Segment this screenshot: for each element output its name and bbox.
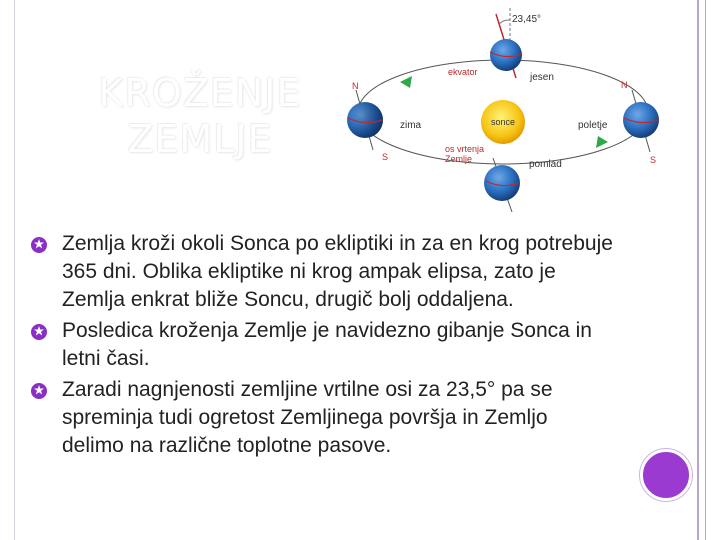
orbit-arrow-icon — [400, 76, 412, 88]
pole-north-label-left: N — [352, 81, 359, 91]
bullet-3-line-2: spreminja tudi ogretost Zemljinega površja in Zemljo — [62, 406, 548, 429]
purple-circle-decoration — [640, 449, 692, 501]
gear-bullet-icon — [30, 236, 48, 254]
pole-south-label-left: S — [382, 152, 389, 162]
season-label-summer: poletje — [578, 120, 608, 131]
title-line-1: KROŽENJE — [98, 71, 302, 115]
title-line-2: ZEMLJE — [127, 117, 273, 161]
axis-label-line2: Zemlje — [445, 154, 473, 164]
gear-bullet-icon — [30, 382, 48, 400]
slide-title — [60, 70, 340, 162]
tilt-arc — [499, 20, 510, 24]
bullet-list — [30, 230, 680, 463]
slide-right-border-line-inner — [705, 0, 706, 540]
axis-label-line1: os vrtenja — [445, 144, 485, 154]
pole-south-label-right: S — [650, 155, 657, 165]
bullet-2-line-1: Posledica kroženja Zemlje je navidezno gibanje Sonca in — [62, 319, 592, 342]
season-label-winter: zima — [400, 120, 422, 131]
earth-winter — [347, 90, 383, 150]
bullet-3-line-1: Zaradi nagnjenosti zemljine vrtilne osi za 23,5° pa se — [62, 378, 553, 401]
sun-label: sonce — [491, 117, 516, 127]
season-label-spring: pomlad — [529, 159, 562, 170]
pole-north-label-right: N — [621, 80, 628, 90]
bullet-2-line-2: letni časi. — [62, 347, 150, 370]
earth-spring — [484, 158, 520, 212]
bullet-3-line-3: delimo na različne toplotne pasove. — [62, 434, 392, 457]
orbit-arrow-icon — [596, 136, 608, 148]
earth-summer — [623, 90, 659, 152]
bullet-item-2 — [30, 317, 680, 373]
earth-orbit-diagram — [340, 0, 700, 215]
bullet-1-line-3: Zemlja enkrat bliže Soncu, drugič bolj oddaljena. — [62, 288, 514, 311]
tilt-angle-label: 23,45° — [512, 14, 542, 25]
bullet-1-line-1: Zemlja kroži okoli Sonca po ekliptiki in za en krog potrebuje — [62, 232, 613, 255]
gear-bullet-icon — [30, 323, 48, 341]
equator-label: ekvator — [448, 67, 478, 77]
bullet-item-3 — [30, 376, 680, 460]
bullet-1-line-2: 365 dni. Oblika ekliptike ni krog ampak elipsa, zato je — [62, 260, 556, 283]
season-label-autumn: jesen — [530, 72, 554, 83]
slide-left-border — [0, 0, 15, 540]
bullet-item-1 — [30, 230, 680, 314]
